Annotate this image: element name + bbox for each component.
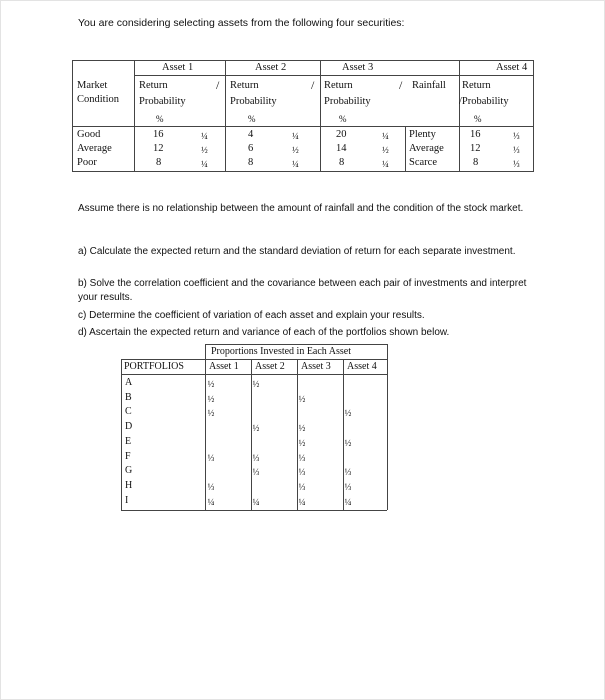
- rainfall-plenty: Plenty: [409, 129, 436, 140]
- asset3-return: 20: [336, 129, 347, 140]
- portfolio-a-asset2-weight: ½: [252, 379, 260, 389]
- portfolio-label-c: C: [125, 406, 132, 418]
- title-top-rule: [205, 344, 387, 345]
- col-divider-2: [225, 61, 226, 171]
- asset1-prob: ¼: [201, 159, 208, 169]
- asset3-prob: ¼: [382, 159, 389, 169]
- asset3-prob: ½: [382, 145, 389, 155]
- portfolio-table-title: Proportions Invested in Each Asset: [211, 346, 351, 357]
- asset3-probability-label: Probability: [324, 96, 371, 107]
- asset4-probability-label: /Probability: [459, 96, 509, 107]
- asset1-slash: /: [216, 78, 220, 92]
- asset4-prob: ⅓: [513, 145, 520, 155]
- portfolio-b-asset3-weight: ½: [298, 393, 306, 404]
- asset3-slash: /: [399, 78, 403, 92]
- portfolio-d-asset3-weight: ½: [298, 423, 306, 434]
- rainfall-average: Average: [409, 143, 444, 154]
- intro-text: You are considering selecting assets from the following four securities:: [78, 17, 405, 29]
- asset3-prob: ¼: [382, 131, 389, 141]
- header-bottom-rule: [121, 374, 387, 375]
- asset4-prob: ⅓: [513, 159, 520, 169]
- asset4-return: 12: [470, 143, 481, 154]
- market-label: Market: [77, 80, 108, 91]
- asset2-col-header: Asset 2: [255, 361, 285, 372]
- asset3-return-label: Return: [324, 80, 353, 91]
- asset1-probability-label: Probability: [139, 96, 186, 107]
- col-divider-rainfall: [405, 126, 406, 171]
- portfolio-g-asset4-weight: ⅓: [344, 467, 352, 478]
- portfolio-label-b: B: [125, 391, 132, 403]
- portfolio-g-asset2-weight: ⅓: [252, 467, 260, 478]
- asset2-prob: ¼: [292, 159, 299, 169]
- condition-poor: Poor: [77, 157, 97, 168]
- portfolio-i-asset2-weight: ¼: [252, 496, 260, 507]
- asset4-header: Asset 4: [496, 62, 528, 73]
- portfolio-label-i: I: [125, 494, 129, 506]
- condition-average: Average: [77, 143, 112, 154]
- header-top-rule: [121, 359, 387, 360]
- asset-header-rule: [134, 75, 533, 76]
- col-divider-3: [320, 61, 321, 171]
- asset3-return: 8: [339, 157, 345, 168]
- asset2-probability-label: Probability: [230, 96, 277, 107]
- condition-label: Condition: [77, 94, 120, 105]
- portfolio-i-asset3-weight: ¼: [298, 496, 306, 507]
- asset1-col-header: Asset 1: [209, 361, 239, 372]
- asset1-return: 16: [153, 129, 164, 140]
- question-b: b) Solve the correlation coefficient and the covariance between each pair of investments and interpret your results.: [78, 278, 527, 303]
- portfolio-label-g: G: [125, 465, 133, 477]
- portfolio-h-asset3-weight: ⅓: [298, 481, 306, 492]
- portfolio-f-asset2-weight: ⅓: [252, 452, 260, 463]
- portfolio-g-asset3-weight: ⅓: [298, 467, 306, 478]
- asset1-prob: ½: [201, 145, 208, 155]
- portfolio-e-asset3-weight: ½: [298, 437, 306, 448]
- asset1-return-label: Return: [139, 80, 168, 91]
- table-right-rule: [387, 344, 388, 510]
- table-bottom-rule: [121, 510, 387, 511]
- portfolio-d-asset2-weight: ½: [252, 423, 260, 434]
- portfolio-label-d: D: [125, 421, 133, 433]
- asset1-percent: %: [156, 114, 164, 124]
- assumption-text: Assume there is no relationship between the amount of rainfall and the condition of the stock market.: [78, 203, 524, 214]
- portfolio-b-asset1-weight: ½: [207, 393, 215, 404]
- portfolio-i-asset1-weight: ¼: [207, 496, 215, 507]
- portfolio-c-asset1-weight: ½: [207, 408, 215, 419]
- portfolio-c-asset4-weight: ½: [344, 408, 352, 419]
- asset3-col-header: Asset 3: [301, 361, 331, 372]
- rainfall-scarce: Scarce: [409, 157, 437, 168]
- table-left-rule: [121, 359, 122, 510]
- asset1-header: Asset 1: [162, 62, 194, 73]
- condition-good: Good: [77, 129, 101, 140]
- portfolio-label-e: E: [125, 435, 132, 447]
- asset2-return: 6: [248, 143, 254, 154]
- portfolios-header: PORTFOLIOS: [124, 361, 184, 372]
- col-divider-4: [459, 61, 460, 171]
- portfolio-f-asset1-weight: ⅓: [207, 452, 215, 463]
- question-d: d) Ascertain the expected return and variance of each of the portfolios shown below.: [78, 327, 450, 338]
- header-body-rule: [73, 126, 533, 127]
- portfolio-label-f: F: [125, 450, 131, 462]
- portfolio-table: [121, 344, 387, 510]
- rainfall-label: Rainfall: [412, 80, 446, 91]
- portfolio-e-asset4-weight: ½: [344, 437, 352, 448]
- asset2-prob: ¼: [292, 131, 299, 141]
- asset2-prob: ½: [292, 145, 299, 155]
- portfolio-f-asset3-weight: ⅓: [298, 452, 306, 463]
- asset4-return-label: Return: [462, 80, 491, 91]
- portfolio-label-h: H: [125, 479, 133, 491]
- question-a: a) Calculate the expected return and the standard deviation of return for each separate investment.: [78, 246, 516, 257]
- securities-table: [72, 60, 534, 172]
- asset2-return-label: Return: [230, 80, 259, 91]
- asset2-header: Asset 2: [255, 62, 287, 73]
- asset4-percent: %: [474, 114, 482, 124]
- asset1-prob: ¼: [201, 131, 208, 141]
- asset4-return: 8: [473, 157, 479, 168]
- asset3-return: 14: [336, 143, 347, 154]
- asset4-return: 16: [470, 129, 481, 140]
- asset2-return: 8: [248, 157, 254, 168]
- asset1-return: 12: [153, 143, 164, 154]
- asset4-prob: ⅓: [513, 131, 520, 141]
- asset3-header: Asset 3: [342, 62, 374, 73]
- asset1-return: 8: [156, 157, 162, 168]
- asset2-slash: /: [311, 78, 315, 92]
- asset4-col-header: Asset 4: [347, 361, 377, 372]
- portfolio-label-a: A: [125, 377, 133, 388]
- portfolio-h-asset1-weight: ⅓: [207, 481, 215, 492]
- question-c: c) Determine the coefficient of variation of each asset and explain your results.: [78, 310, 425, 321]
- portfolio-a-asset1-weight: ½: [207, 379, 215, 389]
- asset3-percent: %: [339, 114, 347, 124]
- asset2-return: 4: [248, 129, 254, 140]
- asset2-percent: %: [248, 114, 256, 124]
- portfolio-i-asset4-weight: ¼: [344, 496, 352, 507]
- col-divider-1: [134, 61, 135, 171]
- portfolio-h-asset4-weight: ⅓: [344, 481, 352, 492]
